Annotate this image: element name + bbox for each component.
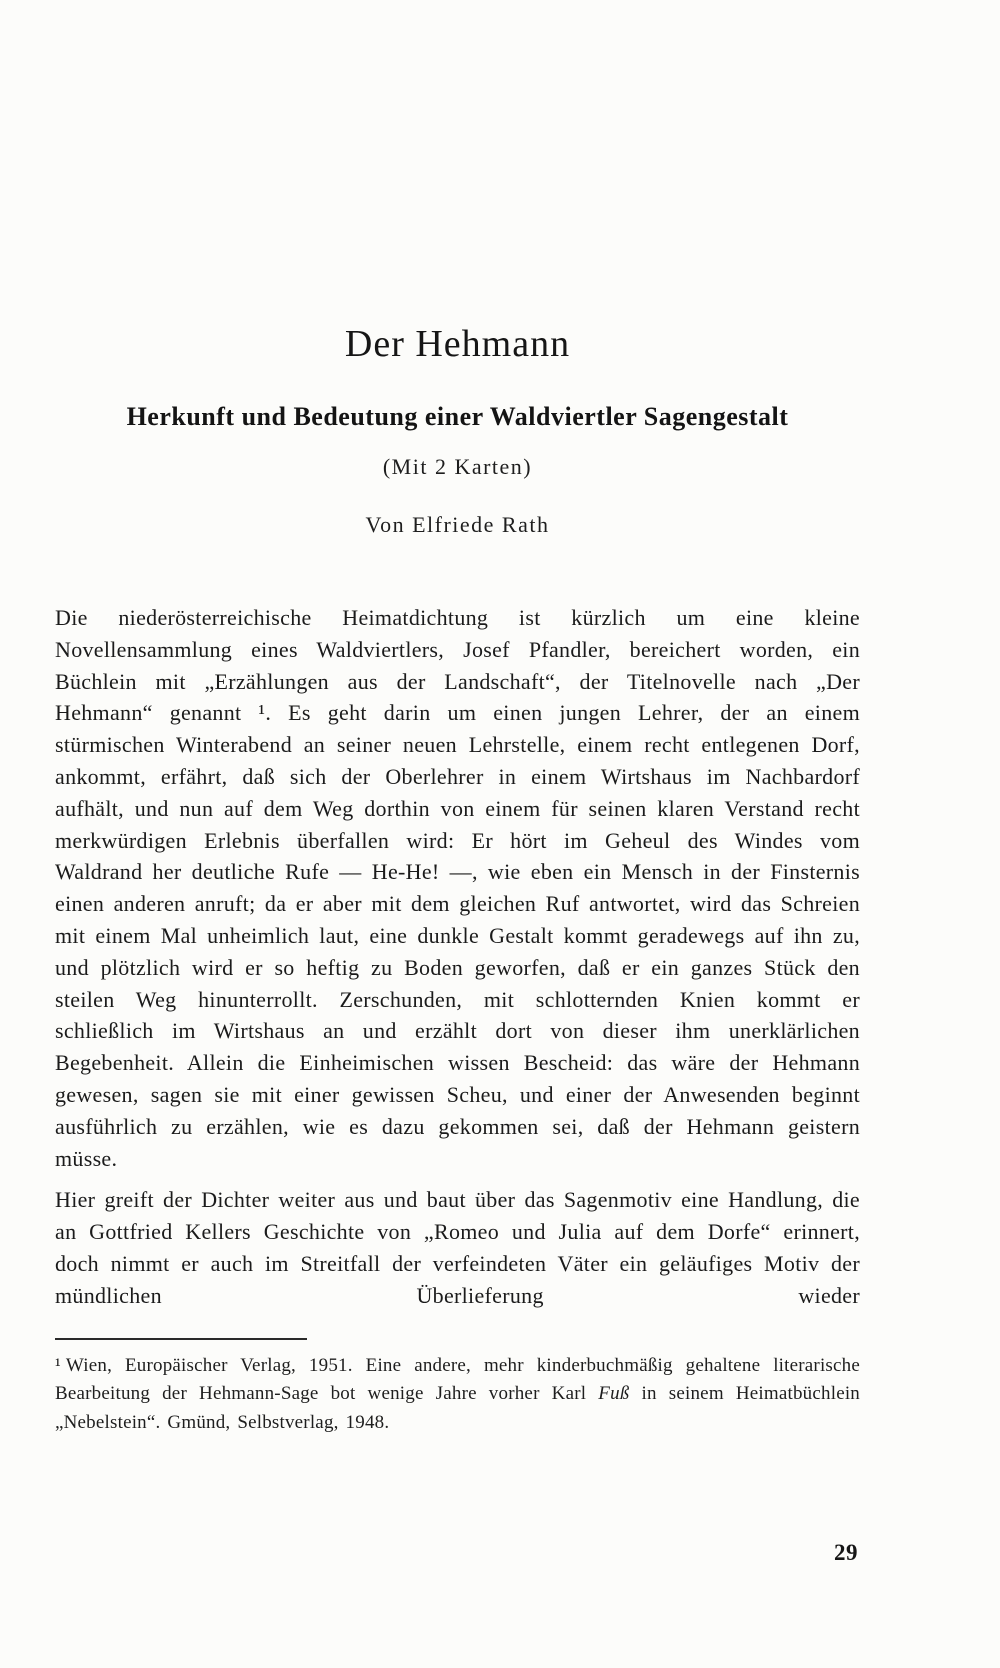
footnote: [55, 1352, 860, 1438]
byline: Von Elfriede Rath: [365, 512, 550, 537]
footnote-text: Wien, Europäischer Verlag, 1951. Eine andere, mehr kinderbuchmäßig gehaltene literarische Bearbeitung der Hehmann-Sage bot wenige Jahre vorher Karl: [55, 1354, 860, 1405]
body-text: [55, 602, 860, 1312]
footnote-text: in seinem Heimatbüchlein „Nebelstein“. Gmünd, Selbstverlag, 1948.: [55, 1383, 861, 1433]
footnote-section: [55, 1338, 860, 1438]
body-paragraph: Hier greift der Dichter weiter aus und baut über das Sagenmotiv eine Handlung, die an Gottfried Kellers Geschichte von „Romeo und Julia auf dem Dorfe“ erinnert, doch nimmt er auch im Streitfall der verfeindeten Väter ein geläufiges Motiv der mündlichen Überlieferung wieder: [55, 1187, 860, 1308]
footnote-text-italic: Fuß: [586, 1383, 642, 1405]
body-paragraph: Die niederösterreichische Heimatdichtung ist kürzlich um eine kleine Novellensammlung eines Waldviertlers, Josef Pfandler, bereichert worden, ein Büchlein mit „Erzählungen aus der Landschaft“, der Titelnovelle nach „Der Hehmann“ genannt ¹. Es geht darin um einen jungen Lehrer, der an einem stürmischen Winterabend an seiner neuen Lehrstelle, einem recht entlegenen Dorf, ankommt, erfährt, daß sich der Oberlehrer in einem Wirtshaus im Nachbardorf aufhält, und nun auf dem Weg dorthin von einem für seinen klaren Verstand recht merkwürdigen Erlebnis überfallen wird: Er hört im Geheul des Windes vom Waldrand her deutliche Rufe — He-He! —, wie eben ein Mensch in der Finsternis einen anderen anruft; da er aber mit dem gleichen Ruf antwortet, wird das Schreien mit einem Mal unheimlich laut, eine dunkle Gestalt kommt geradewegs auf ihn zu, und plötzlich wird er so heftig zu Boden geworfen, daß er ein ganzes Stück den steilen Weg hinunterrollt. Zerschunden, mit schlotternden Knien kommt er schließlich im Wirtshaus an und erzählt dort von dieser ihm unerklärlichen Begebenheit. Allein die Einheimischen wissen Bescheid: das wäre der Hehmann gewesen, sagen sie mit einer gewissen Scheu, und einer der Anwesenden beginnt ausführlich zu erzählen, wie es dazu gekommen sei, daß der Hehmann geistern müsse.: [55, 605, 860, 1171]
footnote-rule: [55, 1338, 307, 1340]
footnote-marker: ¹: [55, 1354, 61, 1376]
page-content: [55, 0, 860, 1437]
page-subtitle: Herkunft und Bedeutung einer Waldviertler Sagengestalt: [126, 402, 789, 431]
page-title: Der Hehmann: [344, 323, 571, 365]
page-number: 29: [834, 1540, 858, 1565]
maps-note: (Mit 2 Karten): [382, 454, 533, 479]
